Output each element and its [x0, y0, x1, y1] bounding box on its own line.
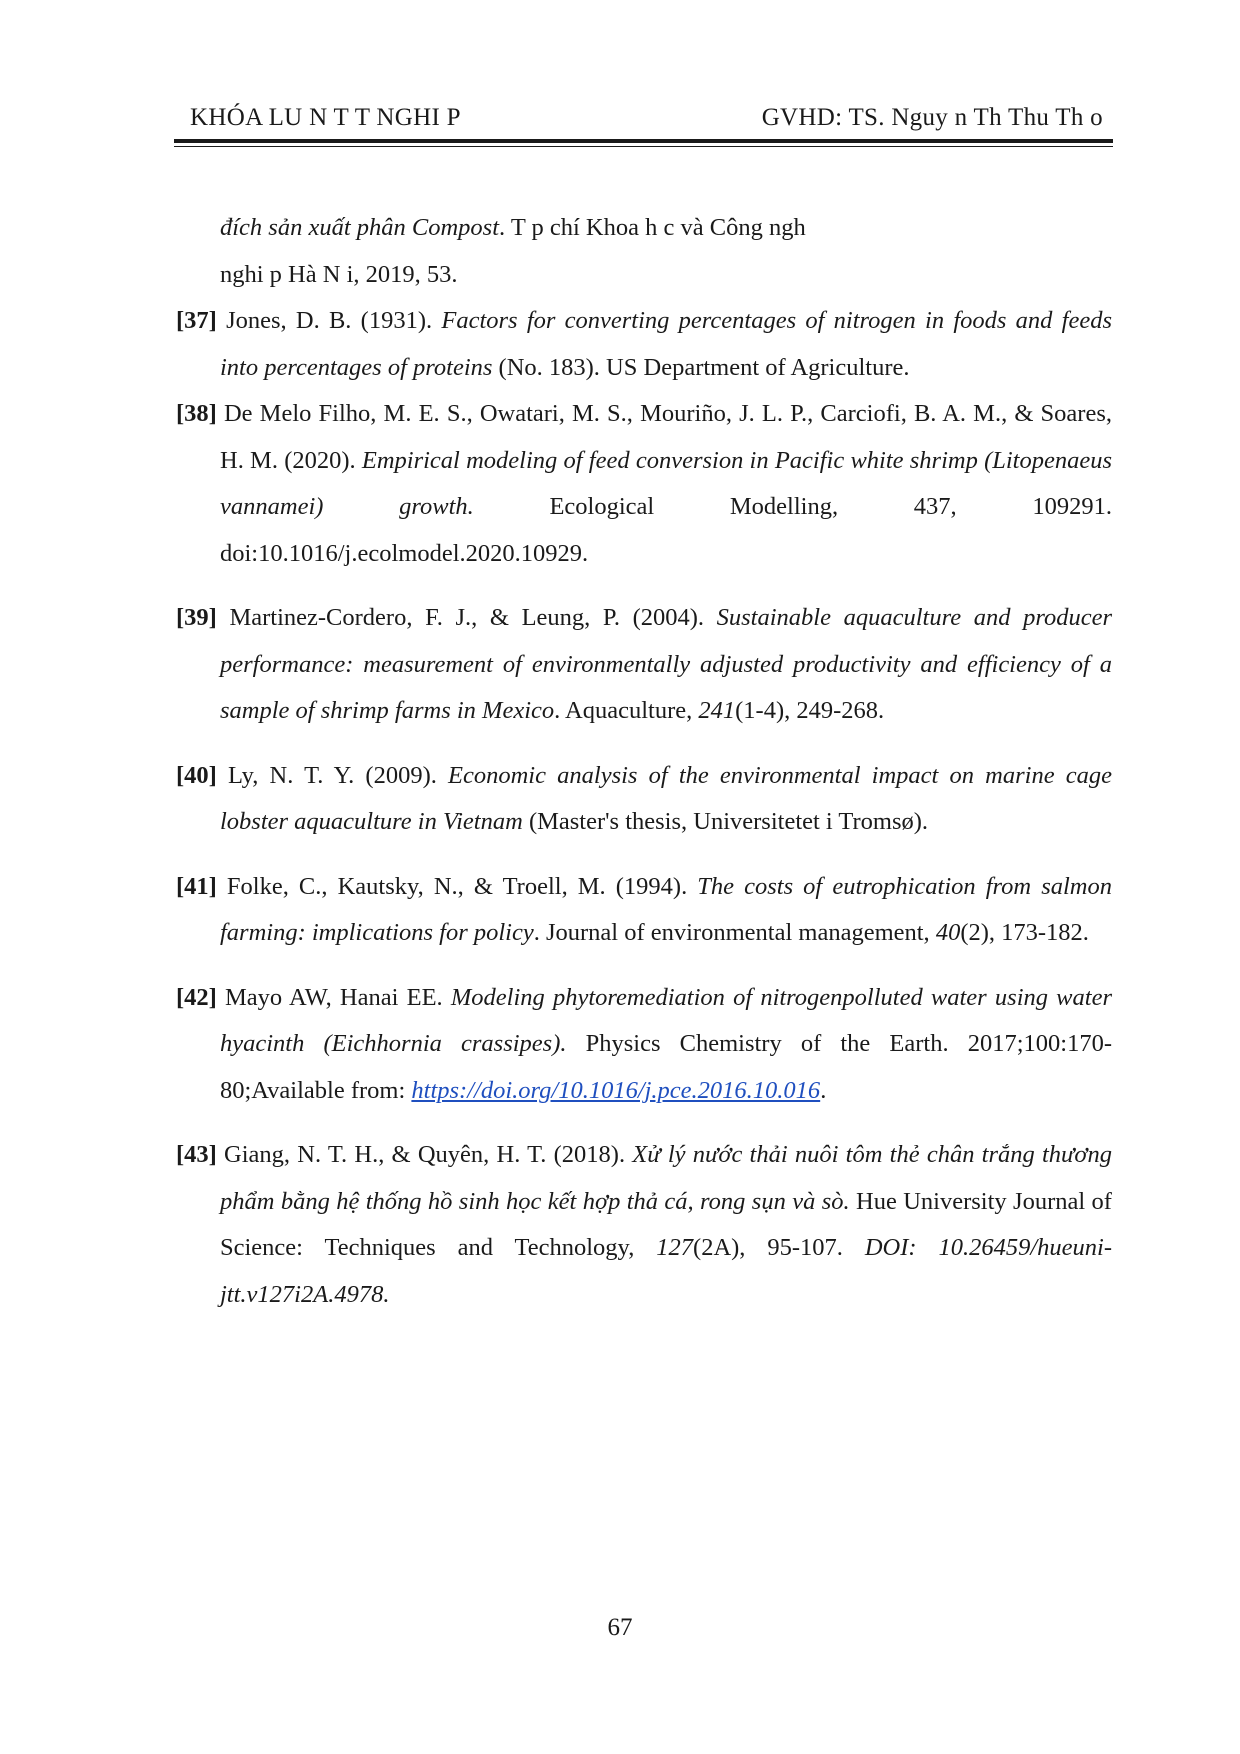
page-header: [174, 104, 1113, 144]
reference-authors: Ly, N. T. Y. (2009).: [216, 761, 449, 789]
header-rule-thick: [174, 139, 1113, 143]
reference-number: [37]: [176, 307, 217, 334]
reference-pages: (2A), 95-107.: [693, 1234, 865, 1261]
reference-authors: Mayo AW, Hanai EE.: [216, 983, 451, 1011]
reference-37: [176, 298, 1112, 391]
reference-list: [176, 205, 1112, 1318]
reference-continuation: [176, 205, 1112, 298]
reference-number: [40]: [176, 761, 217, 789]
reference-title: Factors for converting percentages of nitrogen in foods and feeds into percentages of proteins: [220, 307, 1113, 381]
reference-source: Ecological Modelling, 437, 109291. doi:10.1016/j.ecolmodel.2020.10929.: [220, 493, 1112, 567]
reference-title: Sustainable aquaculture and producer performance: measurement of environmentally adjusted productivity and efficiency of a sample of shrimp farms in Mexico: [220, 604, 1112, 724]
header-thesis-title: KHÓA LU N T T NGHI P: [190, 104, 461, 131]
reference-source: Physics Chemistry of the Earth. 2017;100:170-80;Available from:: [220, 1030, 1112, 1104]
reference-volume: 40: [935, 919, 961, 946]
reference-source: Hue University Journal of Science: Techniques and Technology,: [220, 1187, 1112, 1261]
reference-title: Modeling phytoremediation of nitrogenpolluted water using water hyacinth (Eichhornia crassipes).: [220, 983, 1112, 1057]
reference-volume: 241: [698, 697, 736, 724]
reference-title: Xử lý nước thải nuôi tôm thẻ chân trắng thương phẩm bằng hệ thống hồ sinh học kết hợp thả cá, rong sụn và sò.: [220, 1141, 1112, 1215]
reference-source-line2: nghi p Hà N i, 2019, 53.: [220, 260, 458, 288]
reference-end: .: [820, 1076, 827, 1104]
reference-title: đích sản xuất phân Compost: [220, 214, 500, 241]
reference-number: [41]: [176, 872, 217, 900]
reference-pages: (1-4), 249-268.: [735, 697, 885, 724]
header-supervisor: GVHD: TS. Nguy n Th Thu Th o: [761, 104, 1103, 131]
reference-source: (Master's thesis, Universitetet i Tromsø).: [522, 808, 929, 835]
reference-38: [176, 391, 1112, 577]
reference-number: [38]: [176, 400, 217, 427]
reference-title: Economic analysis of the environmental impact on marine cage lobster aquaculture in Vietnam: [220, 761, 1112, 835]
reference-authors: Giang, N. T. H., & Quyên, H. T. (2018).: [216, 1141, 633, 1168]
reference-pages: (2), 173-182.: [960, 919, 1089, 946]
reference-number: [43]: [176, 1141, 217, 1168]
reference-doi: DOI: 10.26459/hueuni-jtt.v127i2A.4978.: [220, 1234, 1112, 1308]
reference-title: The costs of eutrophication from salmon farming: implications for policy: [220, 872, 1112, 946]
reference-source: (No. 183). US Department of Agriculture.: [492, 353, 910, 381]
reference-source: . Journal of environmental management,: [533, 919, 936, 946]
page-number: 67: [607, 1614, 633, 1641]
reference-43: [176, 1132, 1112, 1318]
reference-source: . T p chí Khoa h c và Công ngh: [499, 214, 806, 241]
reference-number: [42]: [176, 983, 217, 1011]
reference-volume: 127: [656, 1234, 694, 1261]
reference-title: Empirical modeling of feed conversion in Pacific white shrimp (Litopenaeus vannamei) growth.: [220, 446, 1113, 520]
reference-authors: Folke, C., Kautsky, N., & Troell, M. (1994).: [216, 872, 698, 900]
reference-39: [176, 595, 1112, 735]
reference-number: [39]: [176, 604, 217, 631]
reference-source: . Aquaculture,: [554, 697, 699, 724]
doi-link[interactable]: https://doi.org/10.1016/j.pce.2016.10.016: [411, 1076, 821, 1104]
reference-42: [176, 975, 1112, 1115]
header-rule-thin: [174, 146, 1113, 147]
reference-authors: Jones, D. B. (1931).: [216, 307, 442, 334]
reference-authors: Martinez-Cordero, F. J., & Leung, P. (2004).: [216, 604, 717, 631]
reference-authors: De Melo Filho, M. E. S., Owatari, M. S., Mouriño, J. L. P., Carciofi, B. A. M., & Soares, H. M. (2020).: [216, 400, 1112, 474]
reference-40: [176, 753, 1112, 846]
reference-41: [176, 864, 1112, 957]
